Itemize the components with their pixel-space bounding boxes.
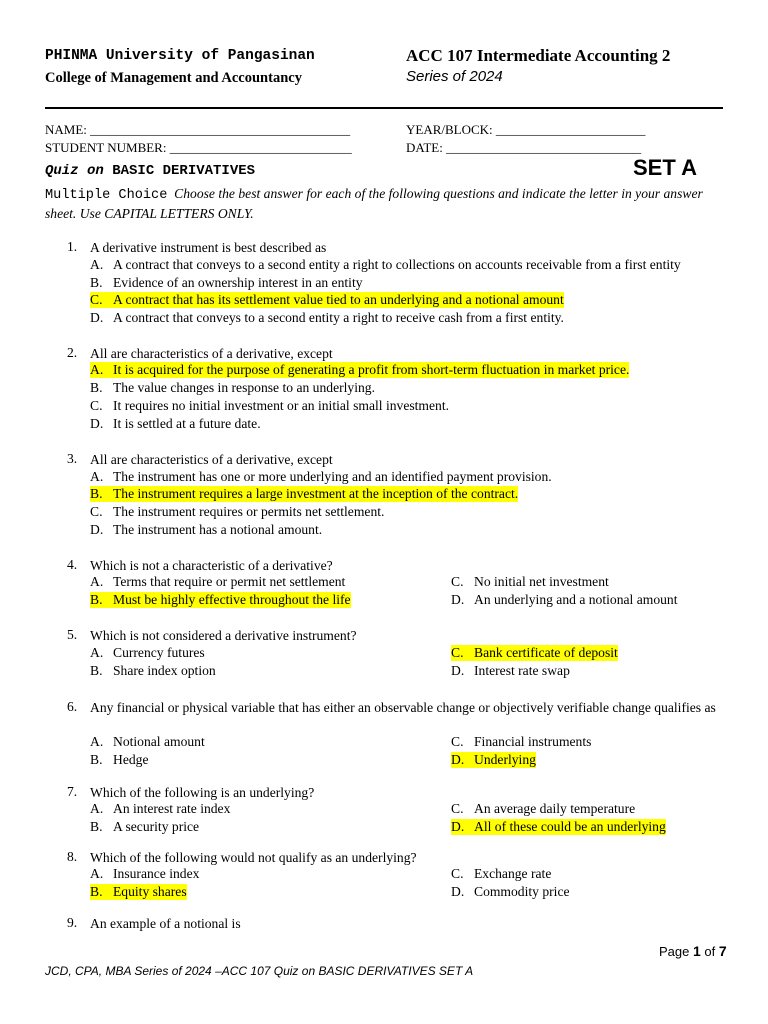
instructions-text: Choose the best answer for each of the following questions and indicate the letter in your answer sheet. Use CAPITAL LETTERS ONLY.: [45, 186, 703, 221]
question-number: 2.: [67, 345, 78, 360]
option-text: Share index option: [113, 663, 216, 678]
option[interactable]: [90, 734, 205, 750]
option-text: A security price: [113, 819, 200, 834]
option[interactable]: [451, 734, 591, 750]
question-stem: Any financial or physical variable that has either an observable change or objectively verifiable change qualifies as: [90, 700, 716, 715]
option[interactable]: [90, 416, 261, 432]
option-letter: B.: [90, 592, 103, 607]
option-letter: C.: [451, 866, 464, 881]
option[interactable]: [90, 574, 345, 590]
option-text: Equity shares: [113, 884, 187, 899]
option[interactable]: [90, 257, 681, 273]
option[interactable]: [90, 469, 552, 485]
option-letter: D.: [90, 310, 104, 325]
school-name: PHINMA University of Pangasinan: [45, 48, 315, 64]
date-field[interactable]: DATE: ______________________________: [406, 140, 642, 155]
option-letter: C.: [451, 801, 464, 816]
question-stem: Which of the following is an underlying?: [90, 785, 315, 800]
question-stem: Which of the following would not qualify as an underlying?: [90, 850, 417, 865]
header-divider: [45, 107, 723, 109]
name-field[interactable]: NAME: ________________________________________: [45, 122, 351, 137]
option-text: All of these could be an underlying: [474, 819, 666, 834]
option-text: It requires no initial investment or an initial small investment.: [113, 398, 450, 413]
option-letter: B.: [90, 819, 103, 834]
option-highlighted[interactable]: [451, 819, 666, 835]
student-number-field[interactable]: STUDENT NUMBER: ____________________________: [45, 140, 352, 155]
option-highlighted[interactable]: [90, 486, 518, 502]
option-highlighted[interactable]: [90, 362, 629, 378]
course-title: ACC 107 Intermediate Accounting 2: [406, 46, 671, 65]
option-text: Must be highly effective throughout the life: [113, 592, 351, 607]
option-letter: D.: [451, 663, 465, 678]
footer-note: JCD, CPA, MBA Series of 2024 –ACC 107 Quiz on BASIC DERIVATIVES SET A: [45, 964, 474, 978]
option-highlighted[interactable]: [451, 645, 618, 661]
option-letter: B.: [90, 380, 103, 395]
option-letter: D.: [451, 884, 465, 899]
series-label: Series of 2024: [406, 68, 503, 85]
option-letter: C.: [90, 292, 103, 307]
option-text: Commodity price: [474, 884, 570, 899]
question-number: 6.: [67, 699, 78, 714]
option[interactable]: [451, 574, 609, 590]
option-highlighted[interactable]: [90, 292, 564, 308]
option-text: Underlying: [474, 752, 536, 767]
page-current: 1: [693, 943, 701, 959]
question-stem: All are characteristics of a derivative, except: [90, 452, 333, 467]
option[interactable]: [90, 752, 148, 768]
question-number: 1.: [67, 239, 78, 254]
question-stem: An example of a notional is: [90, 916, 241, 931]
option-letter: C.: [451, 734, 464, 749]
option-letter: B.: [90, 275, 103, 290]
option-text: The instrument has one or more underlying and an identified payment provision.: [113, 469, 552, 484]
option-text: Financial instruments: [474, 734, 592, 749]
option-text: The value changes in response to an underlying.: [113, 380, 375, 395]
option-text: An underlying and a notional amount: [474, 592, 678, 607]
option-text: A contract that conveys to a second entity a right to receive cash from a first entity.: [113, 310, 564, 325]
option-letter: D.: [90, 416, 104, 431]
option[interactable]: [90, 275, 363, 291]
option-letter: B.: [90, 663, 103, 678]
option-text: The instrument requires or permits net settlement.: [113, 504, 385, 519]
option[interactable]: [90, 522, 322, 538]
option-letter: A.: [90, 257, 104, 272]
question-number: 5.: [67, 627, 78, 642]
question-number: 3.: [67, 451, 78, 466]
option-text: Hedge: [113, 752, 149, 767]
option-letter: D.: [90, 522, 104, 537]
option-letter: D.: [451, 592, 465, 607]
option-letter: A.: [90, 801, 104, 816]
option[interactable]: [90, 380, 375, 396]
option-letter: C.: [90, 504, 103, 519]
option-letter: B.: [90, 752, 103, 767]
page-number: [659, 943, 727, 959]
option-text: An average daily temperature: [474, 801, 636, 816]
college-name: College of Management and Accountancy: [45, 70, 302, 86]
option[interactable]: [451, 866, 551, 882]
question-stem: Which is not considered a derivative instrument?: [90, 628, 357, 643]
option-text: It is settled at a future date.: [113, 416, 261, 431]
question-stem: A derivative instrument is best described as: [90, 240, 327, 255]
option[interactable]: [451, 663, 570, 679]
option-letter: A.: [90, 866, 104, 881]
option-letter: B.: [90, 884, 103, 899]
option[interactable]: [90, 819, 199, 835]
option-highlighted[interactable]: [90, 884, 187, 900]
option-letter: C.: [451, 574, 464, 589]
option[interactable]: [90, 398, 449, 414]
option-text: Exchange rate: [474, 866, 552, 881]
option-highlighted[interactable]: [90, 592, 351, 608]
option-letter: D.: [451, 752, 465, 767]
question-type: Multiple Choice: [45, 188, 168, 203]
option[interactable]: [90, 504, 384, 520]
option-text: Interest rate swap: [474, 663, 570, 678]
instructions: [45, 185, 725, 223]
question-number: 9.: [67, 915, 78, 930]
year-block-field[interactable]: YEAR/BLOCK: _______________________: [406, 122, 646, 137]
option-text: A contract that conveys to a second entity a right to collections on accounts receivable from a first entity: [113, 257, 681, 272]
option-letter: C.: [451, 645, 464, 660]
page-of: of: [704, 944, 716, 959]
option[interactable]: [90, 801, 230, 817]
option-highlighted[interactable]: [451, 752, 536, 768]
page-word: Page: [659, 944, 690, 959]
option-letter: B.: [90, 486, 103, 501]
option[interactable]: [451, 801, 635, 817]
option-text: No initial net investment: [474, 574, 609, 589]
quiz-title: [45, 163, 255, 179]
option[interactable]: [90, 645, 205, 661]
option[interactable]: [451, 592, 678, 608]
option-text: The instrument has a notional amount.: [113, 522, 323, 537]
option-text: An interest rate index: [113, 801, 231, 816]
option-text: Insurance index: [113, 866, 200, 881]
quiz-topic: BASIC DERIVATIVES: [112, 163, 256, 179]
option-letter: A.: [90, 469, 104, 484]
question-number: 8.: [67, 849, 78, 864]
option-letter: A.: [90, 574, 104, 589]
option-letter: D.: [451, 819, 465, 834]
option-text: The instrument requires a large investment at the inception of the contract.: [113, 486, 519, 501]
option[interactable]: [451, 884, 570, 900]
option-text: Notional amount: [113, 734, 205, 749]
question-stem: Which is not a characteristic of a derivative?: [90, 558, 333, 573]
option-letter: A.: [90, 645, 104, 660]
option-letter: A.: [90, 362, 104, 377]
option-letter: C.: [90, 398, 103, 413]
set-label: SET A: [633, 155, 697, 180]
option-letter: A.: [90, 734, 104, 749]
option[interactable]: [90, 663, 216, 679]
option-text: Bank certificate of deposit: [474, 645, 618, 660]
question-number: 4.: [67, 557, 78, 572]
option-text: Currency futures: [113, 645, 205, 660]
question-number: 7.: [67, 784, 78, 799]
page-total: 7: [718, 943, 727, 959]
quiz-prefix: Quiz on: [45, 163, 104, 179]
option-text: Evidence of an ownership interest in an entity: [113, 275, 363, 290]
question-stem: All are characteristics of a derivative, except: [90, 346, 333, 361]
option-text: Terms that require or permit net settlement: [113, 574, 346, 589]
option-text: It is acquired for the purpose of generating a profit from short-term fluctuation in market price.: [113, 362, 630, 377]
option-text: A contract that has its settlement value tied to an underlying and a notional amount: [113, 292, 564, 307]
option[interactable]: [90, 310, 564, 326]
option[interactable]: [90, 866, 199, 882]
